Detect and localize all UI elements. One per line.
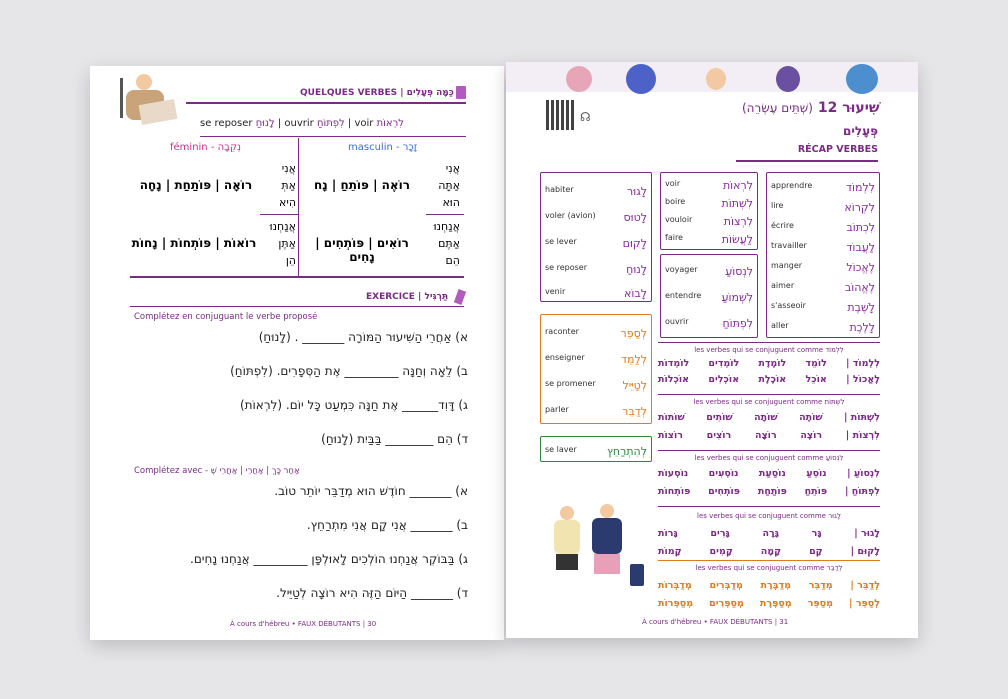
conj-block-title: les verbes qui se conjuguent comme לִלְמוֹד	[694, 346, 844, 354]
verb-box-1: habiter לָגוּר voler (avion) לָטוּס se lever לָקוּם se reposer לָנוּחַ venir לָבוֹא	[540, 172, 652, 302]
pencil-icon	[454, 289, 466, 305]
right-page	[506, 62, 918, 638]
conj-masc-sing: רוֹאֶה | פּוֹתֵחַ | נָח	[314, 178, 410, 192]
masculine-label: masculin - זָכָר	[348, 142, 418, 153]
verb-box-5: raconter לְסַפֵּר enseigner לְלַמֵּד se promener לְטַיֵּיל parler לְדַבֵּר	[540, 314, 652, 424]
conj-masc-pl: רוֹאִים | פּוֹתְחִים | נָחִים	[315, 236, 409, 264]
pronouns-fem-sing: אֲנִי אַתְּ הִיא	[279, 162, 296, 209]
conj-row: לְסַפֵּר | מְסַפֵּר מְסַפֶּרֶת מְסַפְּרִים מְסַפְּרוֹת	[658, 598, 880, 609]
exercise-2c: ג) בַּבּוֹקֶר אֲנַחְנוּ הוֹלְכִים לָאוּלְפָּן _________ אֲנַחְנוּ נָחִים.	[190, 552, 468, 566]
pronouns-masc-sing: אֲנִי אַתָּה הוּא	[438, 162, 460, 209]
divider	[186, 102, 466, 104]
lesson-title: (שְׁתֵּים עֶשְׂרֵה) שִׁיעוּר 12	[742, 100, 880, 116]
conj-row: לִשְׁתּוֹת | שׁוֹתֶה שׁוֹתָה שׁוֹתִים שׁוֹתוֹת	[658, 412, 880, 423]
title-he: פְּעָלִים	[842, 124, 878, 138]
section-header: QUELQUES VERBES | כַּמָּה פְּעָלִים	[300, 88, 454, 98]
conj-fem-sing: רוֹאָה | פּוֹתַחַת | נָחָה	[139, 178, 253, 192]
headphones-icon: ☊	[580, 110, 591, 124]
instruction-2: Complétez avec - אַחַר כָּךְ | אַחֲרֵי | אַחֲרֵי שֶׁ	[134, 466, 300, 476]
qr-code	[546, 100, 576, 130]
conj-block-title: les verbes qui se conjuguent comme לִשְׁתּוֹת	[693, 398, 845, 406]
verb-box-6: se laver לְהִתְרַחֵץ	[540, 436, 652, 462]
reading-person-illustration	[116, 72, 186, 132]
exercise-2d: ד) _______ הַיּוֹם הַזֶּה הִיא רוֹצָה לְטַיֵּיל.	[276, 586, 468, 600]
exercise-1c: ג) דָּוִד______ אֶת חַנָּה כִּמְעַט כָּל יוֹם. (לִרְאוֹת)	[239, 398, 468, 412]
conj-row: לִנְסוֹעַ | נוֹסֵעַ נוֹסַעַת נוֹסְעִים נוֹסְעוֹת	[658, 468, 880, 479]
conj-row: לֶאֱכוֹל | אוֹכֵל אוֹכֶלֶת אוֹכְלִים אוֹכְלוֹת	[658, 374, 880, 385]
verbs-line: se reposer לָנוּחַ | ouvrir לִפְתּוֹחַ | voir לִרְאוֹת	[200, 118, 404, 129]
conj-row: לִרְצוֹת | רוֹצֶה רוֹצָה רוֹצִים רוֹצוֹת	[658, 430, 880, 441]
exercise-header: EXERCICE | תַּרְגִּיל	[366, 292, 449, 302]
pronouns-masc-pl: אֲנַחְנוּ אַתֶּם הֵם	[433, 220, 460, 267]
banner-illustration	[506, 62, 918, 92]
book-icon	[456, 86, 466, 99]
verb-box-2: voir לִרְאוֹת boire לִשְׁתּוֹת vouloir לִרְצוֹת faire לַעֲשׂוֹת	[660, 172, 758, 250]
conj-row: לִלְמוֹד | לוֹמֵד לוֹמֶדֶת לוֹמְדִים לוֹמְדוֹת	[658, 358, 880, 369]
conj-block-title: les verbes qui se conjuguent comme לִנְסוֹעַ	[694, 454, 844, 462]
exercise-1b: ב) לֵאָה וְחַנָּה _________ אֶת הַסְּפָרִים. (לִפְתּוֹחַ)	[230, 364, 468, 378]
exercise-1a: א) אַחֲרֵי הַשִּׁיעוּר הַמּוֹרָה _______ . (לָנוּחַ)	[258, 330, 468, 344]
exercise-2a: א) _______ חוֹדֶשׁ הוּא מְדַבֵּר יוֹתֵר טוֹב.	[274, 484, 468, 498]
page-footer-right: À cours d'hébreu • FAUX DÉBUTANTS | 31	[642, 618, 789, 626]
travellers-illustration	[546, 502, 656, 602]
conj-block-title: les verbes qui se conjuguent comme לְדַבֵּר	[695, 564, 843, 572]
exercise-1d: ד) הֵם ________ בַּבַּיִת (לָנוּחַ)	[321, 432, 468, 446]
page-footer-left: À cours d'hébreu • FAUX DÉBUTANTS | 30	[230, 620, 377, 628]
conj-block-title: les verbes qui se conjuguent comme לָגוּר	[697, 512, 841, 520]
exercise-2b: ב) _______ אֲנִי קָם אֲנִי מִתְרַחֵץ.	[306, 518, 468, 532]
pronouns-fem-pl: אֲנַחְנוּ אַתֶּן הֵן	[269, 220, 296, 267]
conj-row: לָגוּר | גָּר גָּרָה גָּרִים גָּרוֹת	[658, 528, 880, 539]
verb-box-3: voyager לִנְסוֹעַ entendre לִשְׁמוֹעַ ouvrir לִפְתּוֹחַ	[660, 254, 758, 338]
left-page	[90, 66, 504, 640]
conj-row: לָקוּם | קָם קָמָה קָמִים קָמוֹת	[658, 546, 880, 557]
feminine-label: féminin - נְקֵבָה	[170, 142, 242, 153]
conj-row: לִפְתּוֹחַ | פּוֹתֵחַ פּוֹתַחַת פּוֹתְחִים פּוֹתְחוֹת	[658, 486, 880, 497]
title-fr: RÉCAP VERBES	[797, 144, 878, 155]
instruction-1: Complétez en conjuguant le verbe proposé	[134, 312, 318, 322]
conj-fem-pl: רוֹאוֹת | פּוֹתְחוֹת | נָחוֹת	[131, 236, 257, 250]
conj-row: לְדַבֵּר | מְדַבֵּר מְדַבֶּרֶת מְדַבְּרִים מְדַבְּרוֹת	[658, 580, 880, 591]
verb-box-4: apprendre לִלְמוֹד lire לִקְרוֹא écrire לִכְתּוֹב travailler לַעֲבוֹד manger לֶאֱכוֹל aimer לֶאֱהוֹב s'asseoir לָשֶׁבֶת aller לָלֶכֶת	[766, 172, 880, 338]
